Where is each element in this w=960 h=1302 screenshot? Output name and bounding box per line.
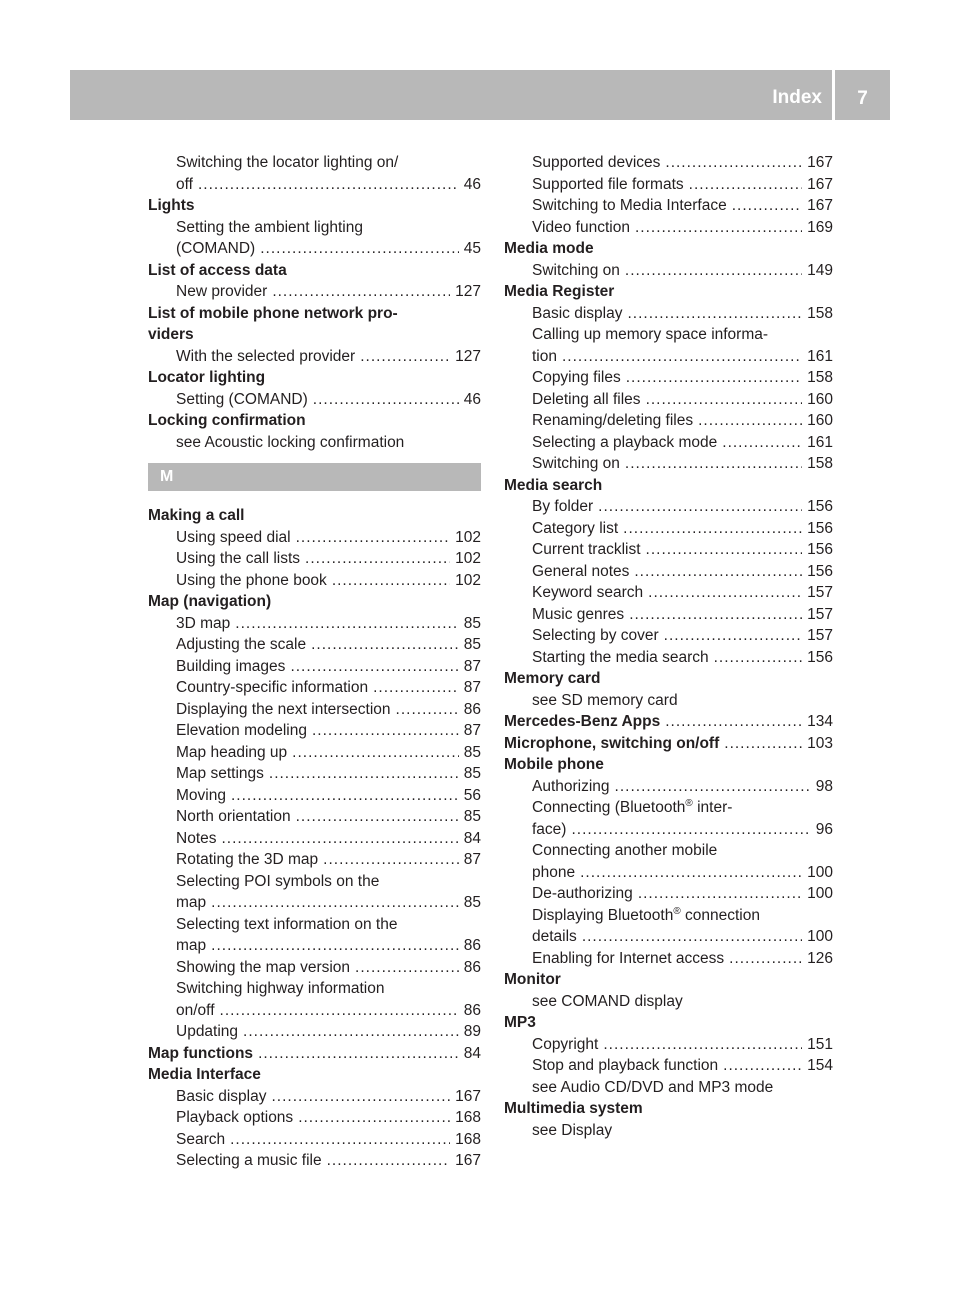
entry-label: face) (532, 820, 567, 838)
entry-label: Selecting a music file (176, 1152, 322, 1169)
page-ref: 100 (807, 885, 833, 902)
entry-label: map (176, 937, 207, 954)
page-ref: 56 (463, 786, 481, 804)
leader-dots (571, 819, 810, 841)
page-ref: 151 (807, 1035, 833, 1053)
leader-dots (562, 346, 802, 368)
index-entry (504, 496, 833, 518)
entry-label: Supported devices (532, 154, 661, 171)
page-ref: 85 (463, 894, 481, 911)
entry-label: Mercedes-Benz Apps (504, 713, 661, 730)
leader-dots (723, 1055, 802, 1077)
index-heading-entry (504, 733, 833, 755)
leader-dots (626, 367, 802, 389)
page-ref: 157 (807, 605, 833, 623)
index-column-right (504, 152, 833, 1141)
index-heading: Locking confirmation (148, 412, 306, 429)
leader-dots (296, 806, 459, 828)
entry-label: Country-specific information (176, 679, 369, 696)
leader-dots (211, 892, 459, 914)
entry-label: Showing the map version (176, 958, 351, 976)
index-subentry-text: Calling up memory space informa- (532, 326, 769, 343)
page-ref: 103 (807, 734, 833, 752)
entry-label: (COMAND) (176, 240, 256, 257)
entry-label: North orientation (176, 808, 291, 825)
page-ref: 156 (807, 541, 833, 558)
index-heading: Media Interface (148, 1066, 261, 1083)
entry-label: Category list (532, 519, 619, 537)
index-entry (504, 539, 833, 561)
index-column-left (148, 152, 481, 1172)
index-entry (148, 548, 481, 570)
page-ref: 161 (807, 433, 833, 451)
entry-label: Selecting by cover (532, 627, 659, 644)
entry-label: Stop and playback function (532, 1057, 719, 1074)
index-subentry-text: Switching highway information (176, 980, 385, 997)
index-entry (148, 720, 481, 742)
leader-dots (312, 720, 459, 742)
entry-label: on/off (176, 1001, 215, 1019)
index-entry (148, 389, 481, 411)
index-entry (504, 432, 833, 454)
index-entry (504, 303, 833, 325)
index-entry (504, 625, 833, 647)
index-subentry-text: Connecting another mobile (532, 842, 718, 859)
page-ref: 154 (807, 1057, 833, 1074)
page-ref: 87 (463, 657, 481, 675)
index-entry (148, 1150, 481, 1172)
page-ref: 168 (455, 1130, 481, 1148)
page-ref: 98 (815, 777, 833, 795)
leader-dots (296, 527, 451, 549)
index-heading: Lights (148, 197, 195, 214)
section-letter: M (148, 463, 481, 491)
leader-dots (638, 883, 802, 905)
index-heading: viders (148, 326, 194, 343)
entry-label: Using the call lists (176, 550, 301, 567)
left-pre-list (148, 152, 481, 453)
page-ref: 85 (463, 808, 481, 825)
leader-dots (231, 785, 459, 807)
leader-dots (729, 948, 802, 970)
entry-label: Music genres (532, 605, 625, 623)
leader-dots (582, 926, 802, 948)
index-subentry-text: see Acoustic locking confirmation (176, 433, 405, 451)
index-entry (148, 849, 481, 871)
index-entry (504, 819, 833, 841)
index-entry (148, 935, 481, 957)
entry-label: With the selected provider (176, 347, 356, 365)
page-ref: 156 (807, 562, 833, 580)
page-ref: 96 (815, 820, 833, 838)
page-ref: 160 (807, 412, 833, 429)
index-subentry-text: Selecting text information on the (176, 915, 398, 933)
leader-dots (646, 539, 803, 561)
entry-label: General notes (532, 562, 630, 580)
page-number: 7 (835, 70, 890, 120)
index-entry (504, 260, 833, 282)
index-entry (148, 1086, 481, 1108)
index-entry (148, 806, 481, 828)
index-entry (148, 656, 481, 678)
entry-label: Renaming/deleting files (532, 412, 694, 429)
page-ref: 126 (807, 949, 833, 967)
page-ref: 87 (463, 722, 481, 739)
leader-dots (260, 238, 459, 260)
leader-dots (211, 935, 459, 957)
leader-dots (222, 828, 459, 850)
right-list (504, 152, 833, 1141)
page-ref: 45 (463, 240, 481, 257)
leader-dots (665, 152, 802, 174)
page-ref: 149 (807, 261, 833, 279)
entry-label: Map functions (148, 1044, 254, 1062)
page-title: Index (772, 87, 822, 108)
leader-dots (646, 389, 803, 411)
entry-label: Notes (176, 829, 217, 847)
page-ref: 86 (463, 958, 481, 976)
page-ref: 158 (807, 304, 833, 322)
entry-label: Search (176, 1130, 226, 1148)
page-ref: 156 (807, 519, 833, 537)
index-subentry-text: Connecting (Bluetooth® inter- (532, 797, 733, 816)
index-heading-entry (504, 711, 833, 733)
page-ref: 89 (463, 1023, 481, 1040)
leader-dots (635, 217, 802, 239)
leader-dots (323, 849, 459, 871)
index-entry (504, 195, 833, 217)
leader-dots (332, 570, 450, 592)
entry-label: Map heading up (176, 743, 288, 761)
entry-label: Keyword search (532, 584, 644, 601)
entry-label: Rotating the 3D map (176, 851, 319, 868)
leader-dots (292, 742, 459, 764)
leader-dots (355, 957, 459, 979)
leader-dots (603, 1034, 802, 1056)
page-ref: 167 (455, 1087, 481, 1105)
leader-dots (271, 1086, 450, 1108)
entry-label: map (176, 894, 207, 911)
page-ref: 85 (463, 743, 481, 761)
page-ref: 84 (463, 1044, 481, 1062)
leader-dots (665, 711, 802, 733)
index-entry (148, 613, 481, 635)
entry-label: 3D map (176, 614, 231, 632)
entry-label: Deleting all files (532, 390, 641, 408)
entry-label: By folder (532, 498, 594, 515)
header-bar (70, 70, 832, 120)
index-subentry-text: see Display (532, 1121, 613, 1139)
entry-label: Basic display (532, 304, 623, 322)
entry-label: Switching on (532, 261, 620, 279)
entry-label: Moving (176, 786, 226, 804)
index-entry (504, 862, 833, 884)
page-ref: 85 (463, 614, 481, 632)
index-entry (148, 742, 481, 764)
index-entry (504, 604, 833, 626)
entry-label: off (176, 175, 193, 193)
entry-label: Copyright (532, 1035, 599, 1053)
index-entry (148, 785, 481, 807)
leader-dots (580, 862, 802, 884)
index-heading: List of mobile phone network pro- (148, 304, 398, 322)
entry-label: Elevation modeling (176, 722, 307, 739)
index-entry (504, 518, 833, 540)
leader-dots (230, 1129, 450, 1151)
index-entry (148, 570, 481, 592)
index-subentry-text: see COMAND display (532, 992, 683, 1010)
leader-dots (327, 1150, 451, 1172)
page-ref: 161 (807, 347, 833, 365)
page-ref: 87 (463, 851, 481, 868)
page-ref: 156 (807, 648, 833, 666)
entry-label: Adjusting the scale (176, 636, 307, 653)
index-heading: Making a call (148, 507, 245, 524)
index-subentry-text: see SD memory card (532, 691, 678, 709)
page-ref: 167 (807, 197, 833, 214)
entry-label: Authorizing (532, 777, 610, 795)
entry-label: Basic display (176, 1087, 267, 1105)
leader-dots (311, 634, 459, 656)
index-entry (148, 281, 481, 303)
index-subentry-text: Setting the ambient lighting (176, 218, 363, 236)
leader-dots (269, 763, 459, 785)
entry-label: Displaying the next intersection (176, 700, 391, 718)
leader-dots (664, 625, 802, 647)
leader-dots (629, 604, 802, 626)
leader-dots (722, 432, 802, 454)
page-ref: 102 (455, 550, 481, 567)
entry-label: De-authorizing (532, 885, 633, 902)
index-heading: Monitor (504, 971, 561, 988)
index-entry (148, 828, 481, 850)
leader-dots (627, 303, 802, 325)
page-ref: 84 (463, 829, 481, 847)
page-ref: 86 (463, 700, 481, 718)
page-ref: 46 (463, 390, 481, 408)
index-entry (504, 389, 833, 411)
leader-dots (290, 656, 458, 678)
index-entry (504, 647, 833, 669)
page-ref: 86 (463, 937, 481, 954)
page-ref: 158 (807, 369, 833, 386)
leader-dots (689, 174, 802, 196)
page-ref: 158 (807, 455, 833, 472)
index-heading: List of access data (148, 261, 287, 279)
page-ref: 127 (455, 347, 481, 365)
leader-dots (625, 260, 802, 282)
entry-label: Video function (532, 218, 630, 236)
index-heading: Media Register (504, 283, 615, 300)
leader-dots (272, 281, 450, 303)
entry-label: Switching on (532, 455, 620, 472)
entry-label: Updating (176, 1023, 239, 1040)
index-entry (148, 527, 481, 549)
leader-dots (360, 346, 450, 368)
index-entry (148, 1129, 481, 1151)
page-ref: 85 (463, 636, 481, 653)
index-entry (148, 238, 481, 260)
index-heading: Media search (504, 476, 603, 494)
index-entry (148, 957, 481, 979)
leader-dots (235, 613, 458, 635)
page-ref: 86 (463, 1001, 481, 1019)
index-heading: Memory card (504, 670, 601, 687)
entry-label: phone (532, 863, 576, 881)
index-entry (148, 346, 481, 368)
index-entry (504, 453, 833, 475)
index-entry (148, 892, 481, 914)
leader-dots (615, 776, 811, 798)
leader-dots (313, 389, 459, 411)
leader-dots (258, 1043, 459, 1065)
index-heading: Mobile phone (504, 756, 604, 773)
page-ref: 167 (455, 1152, 481, 1169)
page-ref: 85 (463, 765, 481, 782)
index-heading: Multimedia system (504, 1100, 643, 1117)
leader-dots (724, 733, 802, 755)
leader-dots (198, 174, 459, 196)
leader-dots (732, 195, 802, 217)
index-entry (504, 174, 833, 196)
entry-label: Playback options (176, 1109, 294, 1126)
index-entry (504, 152, 833, 174)
index-entry (504, 367, 833, 389)
index-heading-entry (148, 1043, 481, 1065)
leader-dots (305, 548, 450, 570)
page-ref: 157 (807, 584, 833, 601)
index-subentry-text: Switching the locator lighting on/ (176, 154, 399, 171)
leader-dots (714, 647, 803, 669)
entry-label: Starting the media search (532, 648, 709, 666)
entry-label: tion (532, 347, 557, 365)
leader-dots (298, 1107, 450, 1129)
leader-dots (625, 453, 802, 475)
page-ref: 87 (463, 679, 481, 696)
entry-label: Using speed dial (176, 528, 291, 546)
page-ref: 102 (455, 528, 481, 546)
page-ref: 160 (807, 390, 833, 408)
index-subentry-text: Displaying Bluetooth® connection (532, 905, 760, 924)
index-heading: Map (navigation) (148, 593, 272, 610)
index-entry (504, 410, 833, 432)
index-subentry-text: Selecting POI symbols on the (176, 872, 380, 890)
page-ref: 46 (463, 175, 481, 193)
index-entry (504, 776, 833, 798)
index-entry (504, 217, 833, 239)
index-entry (504, 346, 833, 368)
entry-label: Setting (COMAND) (176, 390, 308, 408)
leader-dots (648, 582, 802, 604)
index-entry (504, 1055, 833, 1077)
index-heading: Media mode (504, 240, 594, 257)
page-ref: 102 (455, 571, 481, 589)
entry-label: Using the phone book (176, 571, 327, 589)
page-ref: 167 (807, 175, 833, 193)
index-subentry-text: see Audio CD/DVD and MP3 mode (532, 1078, 774, 1096)
entry-label: Building images (176, 657, 286, 675)
entry-label: Switching to Media Interface (532, 197, 727, 214)
page-ref: 100 (807, 928, 833, 945)
entry-label: New provider (176, 283, 268, 300)
leader-dots (598, 496, 802, 518)
page-ref: 127 (455, 283, 481, 300)
leader-dots (396, 699, 459, 721)
leader-dots (243, 1021, 459, 1043)
page-ref: 169 (807, 218, 833, 236)
page-ref: 100 (807, 863, 833, 881)
index-entry (148, 174, 481, 196)
index-heading: MP3 (504, 1014, 536, 1031)
leader-dots (634, 561, 802, 583)
index-entry (504, 883, 833, 905)
leader-dots (220, 1000, 459, 1022)
leader-dots (373, 677, 459, 699)
page-ref: 157 (807, 627, 833, 644)
leader-dots (698, 410, 802, 432)
entry-label: Copying files (532, 369, 621, 386)
index-entry (504, 582, 833, 604)
page-ref: 156 (807, 498, 833, 515)
index-entry (148, 1000, 481, 1022)
index-entry (148, 699, 481, 721)
left-post-list (148, 505, 481, 1172)
index-entry (148, 763, 481, 785)
entry-label: Supported file formats (532, 175, 684, 193)
index-entry (148, 634, 481, 656)
index-entry (504, 948, 833, 970)
page-ref: 168 (455, 1109, 481, 1126)
leader-dots (623, 518, 802, 540)
index-entry (148, 677, 481, 699)
index-entry (148, 1107, 481, 1129)
index-heading: Locator lighting (148, 369, 266, 386)
index-entry (504, 1034, 833, 1056)
entry-label: Enabling for Internet access (532, 949, 725, 967)
index-entry (504, 561, 833, 583)
entry-label: Selecting a playback mode (532, 433, 718, 451)
entry-label: Microphone, switching on/off (504, 734, 720, 752)
entry-label: Map settings (176, 765, 264, 782)
page-ref: 167 (807, 154, 833, 171)
index-entry (148, 1021, 481, 1043)
page-ref: 134 (807, 713, 833, 730)
index-entry (504, 926, 833, 948)
entry-label: Current tracklist (532, 541, 641, 558)
entry-label: details (532, 928, 577, 945)
